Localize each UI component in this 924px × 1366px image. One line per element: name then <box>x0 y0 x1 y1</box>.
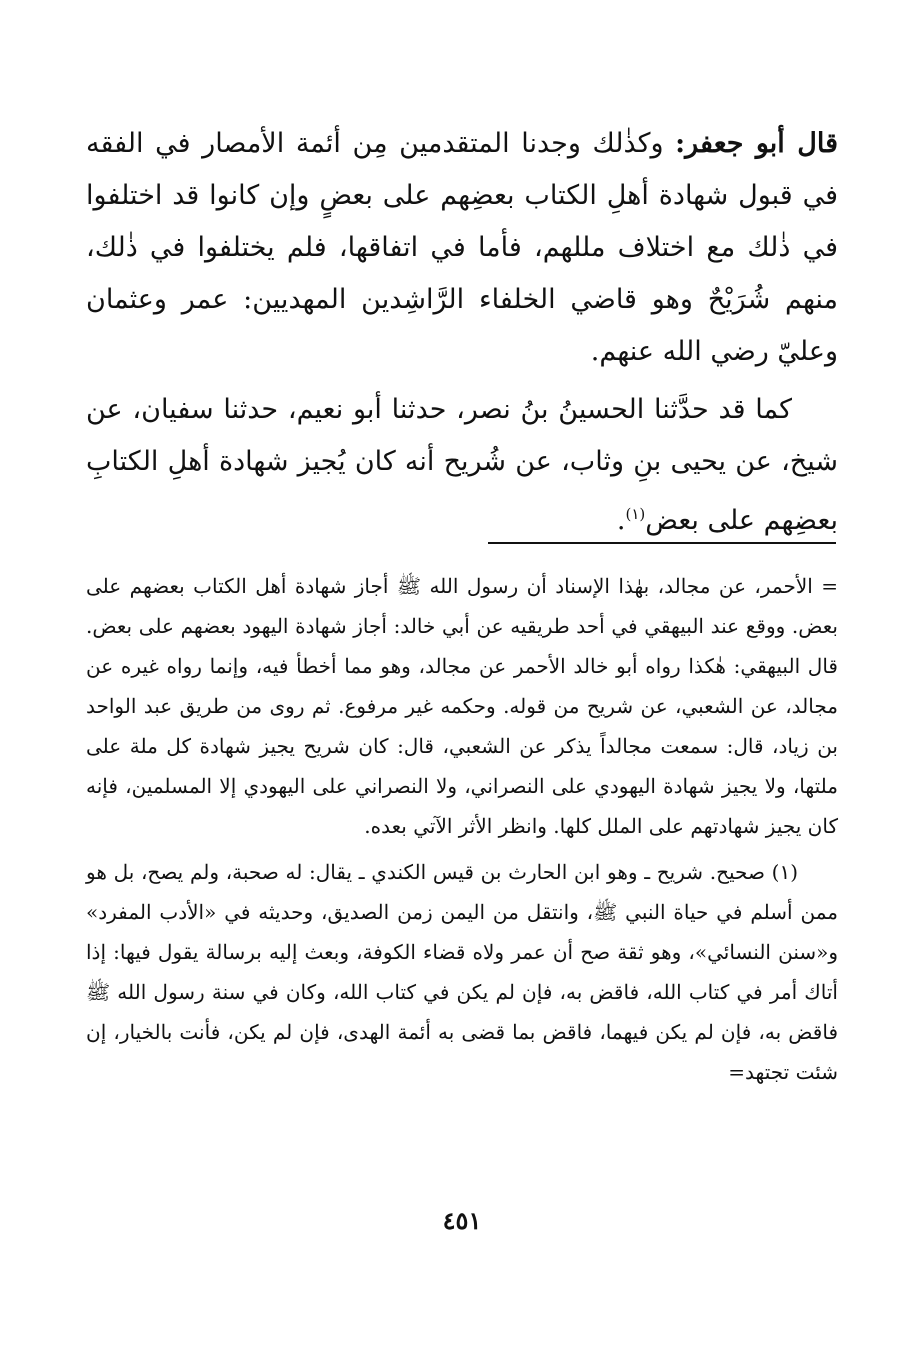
footnotes-section <box>86 566 838 1092</box>
footnote-continuation: = الأحمر، عن مجالد، بهٰذا الإسناد أن رسول الله ﷺ أجاز شهادة أهل الكتاب بعضهم على بعض. ووقع عند البيهقي في أحد طريقيه عن أبي خالد: أجاز شهادة اليهود بعضهم على بعض. قال البيهقي: هٰكذا رواه أبو خالد الأحمر عن مجالد، وهو مما أخطأ فيه، وإنما رواه غيره عن مجالد، عن الشعبي، عن شريح من قوله. وحكمه غير مرفوع. ثم روى من طريق عبد الواحد بن زياد، قال: سمعت مجالداً يذكر عن الشعبي، قال: كان شريح يجيز شهادة كل ملة على ملتها، ولا يجيز شهادة اليهودي على النصراني، ولا النصراني على اليهودي إلا المسلمين، فإنه كان يجيز شهادتهم على الملل كلها. وانظر الأثر الآتي بعده. <box>86 574 838 838</box>
main-paragraph-2-text: كما قد حدَّثنا الحسينُ بنُ نصر، حدثنا أبو نعيم، حدثنا سفيان، عن شيخ، عن يحيى بنِ وثاب، عن شُريح أنه كان يُجيز شهادة أهلِ الكتابِ بعضِهم على بعض <box>86 394 838 536</box>
speaker-lead: قال أبو جعفر: <box>675 128 838 159</box>
footnote-1: (١) صحيح. شريح ـ وهو ابن الحارث بن قيس الكندي ـ يقال: له صحبة، ولم يصح، بل هو ممن أسلم في حياة النبي ﷺ، وانتقل من اليمن زمن الصديق، وحديثه في «الأدب المفرد» و«سنن النسائي»، وهو ثقة صح أن عمر ولاه قضاء الكوفة، وبعث إليه برسالة يقول فيها: إذا أتاك أمر في كتاب الله، فاقض به، فإن لم يكن في كتاب الله، وكان في سنة رسول الله ﷺ فاقض به، فإن لم يكن فيهما، فاقض بما قضى به أئمة الهدى، فإن لم يكن، فأنت بالخيار، إن شئت تجتهد= <box>86 860 839 1084</box>
main-paragraph-1-text: وكذٰلك وجدنا المتقدمين مِن أئمة الأمصار في الفقه في قبول شهادة أهلِ الكتاب بعضِهم على بعضٍ وإن كانوا قد اختلفوا في ذٰلك مع اختلاف مللهم، فأما في اتفاقها، فلم يختلفوا في ذٰلك، منهم شُرَيْحٌ وهو قاضي الخلفاء الرَّاشِدين المهديين: عمر وعثمان وعليّ رضي الله عنهم. <box>86 128 838 367</box>
footnote-divider <box>488 542 836 544</box>
footnote-reference: (١) <box>625 505 646 523</box>
main-paragraph-2-end: . <box>616 505 626 536</box>
page-number: ٤٥١ <box>442 1206 482 1235</box>
main-text-body <box>86 118 838 547</box>
main-paragraph-1 <box>86 118 838 378</box>
main-paragraph-2 <box>86 384 838 547</box>
